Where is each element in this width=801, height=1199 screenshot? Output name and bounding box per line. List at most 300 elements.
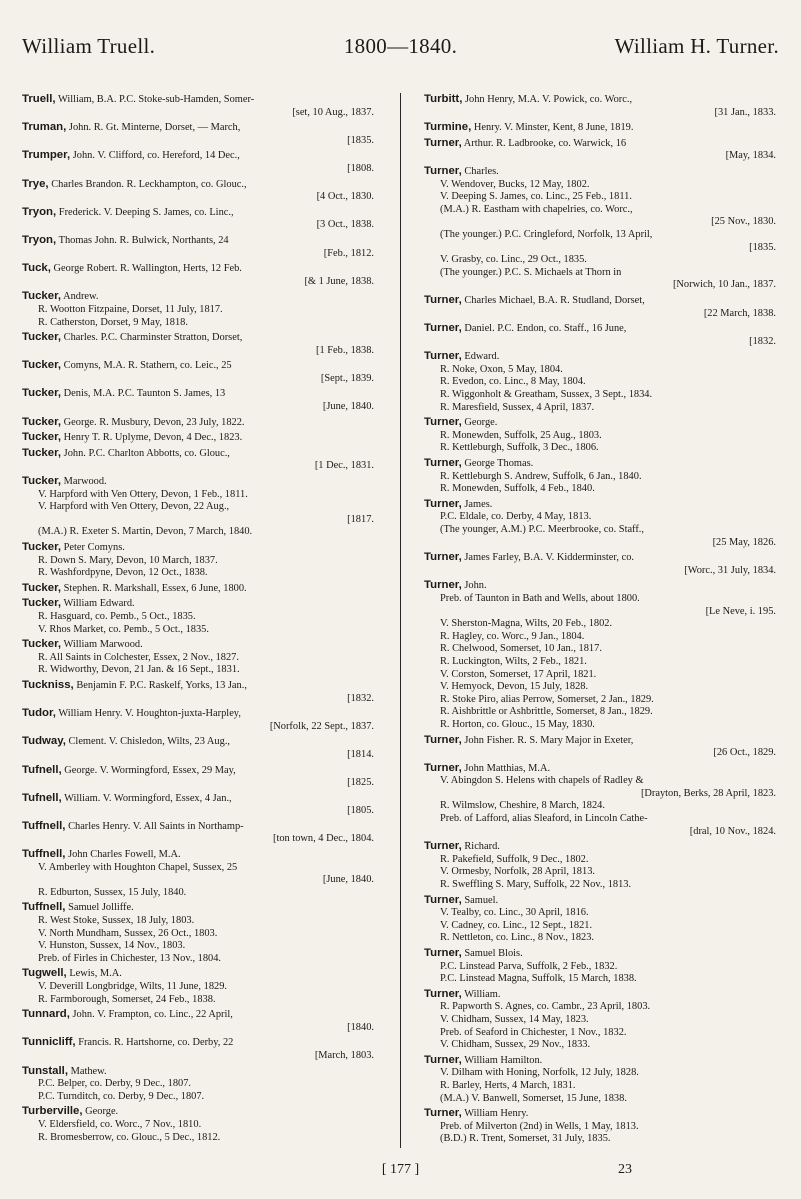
surname: Tunnicliff, bbox=[22, 1036, 76, 1049]
entry-line bbox=[440, 204, 776, 217]
list-item bbox=[22, 206, 374, 232]
list-item bbox=[424, 121, 776, 135]
entry-line bbox=[38, 1091, 374, 1104]
entry-line bbox=[38, 664, 374, 677]
entry-line bbox=[440, 308, 776, 321]
entry-line bbox=[38, 940, 374, 953]
entry-text: Peter Comyns. bbox=[63, 542, 125, 553]
entry-text: V. Deeping S. James, co. Linc., 25 Feb., 1811. bbox=[440, 191, 632, 203]
entry-text: [1832. bbox=[347, 692, 374, 704]
entry-text: Richard. bbox=[464, 841, 500, 853]
entry-text: John Matthias, M.A. bbox=[464, 762, 551, 774]
surname: Turner, bbox=[424, 293, 462, 306]
entry-line bbox=[38, 460, 374, 473]
entry-text: R. Hasguard, co. Pemb., 5 Oct., 1835. bbox=[38, 610, 196, 622]
entry-first-line bbox=[22, 819, 374, 834]
entry-first-line bbox=[22, 121, 374, 135]
entry-line bbox=[38, 489, 374, 502]
entry-first-line bbox=[424, 551, 776, 565]
entry-text: John. P.C. Charlton Abbotts, co. Glouc., bbox=[63, 447, 230, 459]
entry-first-line bbox=[22, 262, 374, 276]
entry-text: Clement. V. Chisledon, Wilts, 23 Aug., bbox=[68, 736, 231, 748]
entry-line bbox=[440, 179, 776, 192]
entry-text: [1 Feb., 1838. bbox=[315, 344, 374, 356]
entry-first-line bbox=[424, 93, 776, 107]
entry-text: George. bbox=[85, 1106, 119, 1118]
entry-text: V. Deverill Longbridge, Wilts, 11 June, 1829. bbox=[38, 981, 227, 992]
entry-text: R. Hagley, co. Worc., 9 Jan., 1804. bbox=[440, 630, 585, 642]
surname: Tunstall, bbox=[22, 1064, 68, 1077]
entry-text: V. Abingdon S. Helens with chapels of Radley & bbox=[440, 775, 644, 787]
entry-line bbox=[440, 229, 776, 242]
entry-text: William Hamilton. bbox=[464, 1054, 543, 1066]
entry-line bbox=[440, 854, 776, 867]
list-item bbox=[424, 498, 776, 549]
entry-text: Henry T. R. Uplyme, Devon, 4 Dec., 1823. bbox=[63, 432, 243, 444]
entry-line bbox=[440, 1067, 776, 1080]
entry-text: P.C. Linstead Magna, Suffolk, 15 March, 1838. bbox=[440, 973, 637, 985]
entry-line bbox=[38, 501, 374, 514]
header-right: William H. Turner. bbox=[614, 34, 779, 58]
entry-text: Charles Michael, B.A. R. Studland, Dorset, bbox=[464, 294, 645, 306]
entry-first-line bbox=[22, 331, 374, 345]
entry-text: George. V. Wormingford, Essex, 29 May, bbox=[64, 764, 236, 776]
list-item bbox=[22, 475, 374, 539]
entry-text: Mathew. bbox=[70, 1065, 107, 1077]
entry-text: R. Sweffling S. Mary, Suffolk, 22 Nov., 1813. bbox=[440, 879, 632, 891]
entry-line bbox=[440, 471, 776, 484]
entry-first-line bbox=[22, 1036, 374, 1050]
entry-text: [31 Jan., 1833. bbox=[714, 106, 776, 118]
surname: Tucker, bbox=[22, 359, 62, 372]
surname: Turner, bbox=[424, 579, 462, 592]
entry-text: (B.D.) R. Trent, Somerset, 31 July, 1835. bbox=[440, 1133, 611, 1145]
entry-line bbox=[38, 373, 374, 386]
list-item bbox=[22, 967, 374, 1006]
surname: Turner, bbox=[424, 733, 462, 746]
entry-text: R. Catherston, Dorset, 9 May, 1818. bbox=[38, 316, 188, 328]
surname: Turner, bbox=[424, 457, 462, 470]
entry-line bbox=[38, 887, 374, 900]
entry-text: R. Evedon, co. Linc., 8 May, 1804. bbox=[440, 376, 586, 388]
entry-text: Samuel Blois. bbox=[464, 948, 523, 959]
entry-text: James Farley, B.A. V. Kidderminster, co. bbox=[464, 552, 635, 564]
entry-first-line bbox=[424, 733, 776, 748]
entry-text: William Edward. bbox=[63, 598, 135, 610]
entry-text: Charles Henry. V. All Saints in Northamp- bbox=[68, 820, 244, 832]
entry-text: [3 Oct., 1838. bbox=[316, 219, 374, 231]
entry-line bbox=[440, 747, 776, 760]
list-item bbox=[22, 764, 374, 790]
entry-line bbox=[440, 483, 776, 496]
entry-text: [1832. bbox=[749, 335, 776, 347]
surname: Turner, bbox=[424, 947, 462, 959]
entry-line bbox=[440, 107, 776, 120]
entry-line bbox=[38, 345, 374, 358]
surname: Tucker, bbox=[22, 541, 62, 553]
list-item bbox=[22, 707, 374, 733]
entry-line bbox=[38, 1050, 374, 1063]
entry-line bbox=[440, 961, 776, 974]
entry-line bbox=[440, 1027, 776, 1040]
entry-text: V. Amberley with Houghton Chapel, Sussex, 25 bbox=[38, 861, 238, 873]
list-item bbox=[424, 1107, 776, 1146]
entry-text: V. Tealby, co. Linc., 30 April, 1816. bbox=[440, 907, 589, 919]
entry-text: Preb. of Taunton in Bath and Wells, about 1800. bbox=[440, 592, 640, 604]
entry-text: Comyns, M.A. R. Stathern, co. Leic., 25 bbox=[63, 360, 232, 372]
surname: Turbitt, bbox=[424, 93, 463, 105]
entry-line bbox=[440, 524, 776, 537]
surname: Tudor, bbox=[22, 707, 56, 720]
entry-text: R. Kettleburgh S. Andrew, Suffolk, 6 Jan., 1840. bbox=[440, 470, 642, 482]
entry-line bbox=[440, 565, 776, 578]
entry-first-line bbox=[22, 581, 374, 596]
entry-text: R. Wootton Fitzpaine, Dorset, 11 July, 1817. bbox=[38, 303, 223, 315]
entry-text: R. Widworthy, Devon, 21 Jan. & 16 Sept., 1831. bbox=[38, 664, 240, 676]
entry-line bbox=[440, 618, 776, 631]
list-item bbox=[424, 457, 776, 496]
entry-line bbox=[38, 749, 374, 762]
entry-first-line bbox=[22, 707, 374, 721]
entry-text: R. Barley, Herts, 4 March, 1831. bbox=[440, 1079, 576, 1091]
entry-first-line bbox=[424, 416, 776, 430]
entry-line bbox=[440, 593, 776, 606]
entry-line bbox=[38, 915, 374, 928]
surname: Trumper, bbox=[22, 149, 71, 162]
list-item bbox=[424, 734, 776, 760]
surname: Turner, bbox=[424, 761, 462, 774]
entry-text: Andrew. bbox=[63, 291, 99, 303]
entry-line bbox=[38, 833, 374, 846]
entry-line bbox=[440, 267, 776, 280]
surname: Turner, bbox=[424, 987, 462, 1000]
entry-text: R. Papworth S. Agnes, co. Cambr., 23 April, 1803. bbox=[440, 1001, 651, 1013]
surname: Tucker, bbox=[22, 290, 62, 303]
entry-text: [Norwich, 10 Jan., 1837. bbox=[672, 279, 776, 291]
entry-first-line bbox=[22, 177, 374, 192]
list-item bbox=[22, 93, 374, 119]
list-item bbox=[22, 735, 374, 761]
entry-text: John. V. Clifford, co. Hereford, 14 Dec., bbox=[72, 150, 240, 162]
list-item bbox=[424, 762, 776, 839]
entry-first-line bbox=[22, 763, 374, 778]
entry-text: [4 Oct., 1830. bbox=[316, 191, 374, 203]
entry-line bbox=[440, 656, 776, 669]
entry-text: John Henry, M.A. V. Powick, co. Worc., bbox=[465, 94, 633, 105]
entry-text: [1814. bbox=[347, 748, 374, 760]
header-left: William Truell. bbox=[22, 34, 156, 58]
entry-line bbox=[440, 254, 776, 267]
entry-line bbox=[440, 364, 776, 377]
entry-first-line bbox=[424, 121, 776, 135]
surname: Tufnell, bbox=[22, 791, 62, 804]
entry-line bbox=[38, 862, 374, 875]
entry-text: V. Dilham with Honing, Norfolk, 12 July, 1828. bbox=[440, 1067, 639, 1079]
entry-line bbox=[38, 526, 374, 539]
entry-line bbox=[38, 219, 374, 232]
entry-text: Charles. P.C. Charminster Stratton, Dorset, bbox=[63, 332, 243, 344]
entry-text: [1 Dec., 1831. bbox=[314, 460, 374, 472]
entry-line bbox=[440, 907, 776, 920]
header-date-range: 1800—1840. bbox=[343, 34, 458, 58]
entry-text: R. Monewden, Suffolk, 4 Feb., 1840. bbox=[440, 483, 595, 495]
entry-text: [June, 1840. bbox=[322, 401, 374, 413]
entry-first-line bbox=[424, 322, 776, 336]
entry-text: George. R. Musbury, Devon, 23 July, 1822. bbox=[63, 416, 245, 428]
list-item bbox=[424, 579, 776, 731]
entry-line bbox=[440, 402, 776, 415]
entry-first-line bbox=[22, 359, 374, 373]
list-item bbox=[22, 848, 374, 899]
entry-line bbox=[38, 611, 374, 624]
entry-text: V. North Mundham, Sussex, 26 Oct., 1803. bbox=[38, 927, 218, 939]
entry-line bbox=[38, 928, 374, 941]
entry-first-line bbox=[424, 293, 776, 308]
list-item bbox=[22, 541, 374, 580]
page-number: [ 177 ] bbox=[381, 1162, 420, 1177]
entry-line bbox=[38, 1119, 374, 1132]
entry-line bbox=[38, 953, 374, 966]
entry-text: R. All Saints in Colchester, Essex, 2 Nov., 1827. bbox=[38, 651, 239, 663]
entry-first-line bbox=[22, 1008, 374, 1022]
entry-line bbox=[38, 805, 374, 818]
entry-text: Preb. of Lafford, alias Sleaford, in Lincoln Cathe- bbox=[440, 813, 648, 825]
surname: Tudway, bbox=[22, 735, 66, 748]
entry-line bbox=[38, 1078, 374, 1091]
list-item bbox=[424, 294, 776, 320]
entry-text: R. Kettleburgh, Suffolk, 3 Dec., 1806. bbox=[440, 442, 599, 454]
list-item bbox=[424, 840, 776, 891]
entry-text: William Henry. bbox=[464, 1108, 529, 1120]
list-item bbox=[22, 290, 374, 329]
entry-text: Charles. bbox=[464, 165, 499, 177]
list-item bbox=[424, 137, 776, 163]
entry-text: Arthur. R. Ladbrooke, co. Warwick, 16 bbox=[463, 137, 627, 149]
surname: Tucker, bbox=[22, 387, 62, 400]
surname: Tucker, bbox=[22, 638, 62, 651]
entry-line bbox=[38, 693, 374, 706]
entry-text: V. Wendover, Bucks, 12 May, 1802. bbox=[440, 178, 590, 190]
entry-line bbox=[38, 555, 374, 568]
entry-text: Frederick. V. Deeping S. James, co. Linc., bbox=[58, 206, 234, 218]
list-item bbox=[424, 988, 776, 1052]
entry-text: James. bbox=[464, 498, 493, 510]
entry-text: John. R. Gt. Minterne, Dorset, — March, bbox=[68, 122, 241, 134]
entry-text: V. Corston, Somerset, 17 April, 1821. bbox=[440, 668, 597, 680]
surname: Tucker, bbox=[22, 331, 62, 344]
entry-line bbox=[440, 389, 776, 402]
entry-line bbox=[38, 191, 374, 204]
entry-line bbox=[440, 631, 776, 644]
entry-text: R. Pakefield, Suffolk, 9 Dec., 1802. bbox=[440, 853, 589, 865]
entry-text: R. Farmborough, Somerset, 24 Feb., 1838. bbox=[38, 993, 216, 1005]
entry-text: [set, 10 Aug., 1837. bbox=[292, 106, 374, 118]
surname: Turner, bbox=[424, 840, 462, 853]
entry-first-line bbox=[424, 893, 776, 908]
entry-text: R. Noke, Oxon, 5 May, 1804. bbox=[440, 363, 563, 375]
entry-line bbox=[440, 826, 776, 839]
list-item bbox=[22, 121, 374, 147]
entry-line bbox=[38, 981, 374, 994]
entry-line bbox=[38, 777, 374, 790]
entry-line bbox=[440, 932, 776, 945]
surname: Turner, bbox=[424, 136, 462, 149]
entry-line bbox=[38, 874, 374, 887]
entry-text: George Robert. R. Wallington, Herts, 12 Feb. bbox=[53, 263, 242, 275]
entry-line bbox=[440, 191, 776, 204]
entry-text: V. Harpford with Ven Ottery, Devon, 22 Aug., bbox=[38, 501, 230, 513]
entry-text: [1835. bbox=[749, 241, 776, 253]
entry-line bbox=[440, 813, 776, 826]
surname: Tunnard, bbox=[22, 1008, 70, 1021]
entry-line bbox=[38, 1022, 374, 1035]
entry-text: V. Ormesby, Norfolk, 28 April, 1813. bbox=[440, 866, 595, 878]
entry-line bbox=[38, 276, 374, 289]
surname: Turner, bbox=[424, 551, 462, 564]
entry-text: John. bbox=[464, 580, 487, 592]
entry-text: [1835. bbox=[347, 134, 374, 146]
entry-line bbox=[440, 511, 776, 524]
entry-text: [1840. bbox=[347, 1021, 374, 1033]
entry-text: R. Luckington, Wilts, 2 Feb., 1821. bbox=[440, 655, 587, 667]
entry-line bbox=[440, 669, 776, 682]
entry-first-line bbox=[22, 791, 374, 806]
entry-line bbox=[440, 694, 776, 707]
entry-text: (M.A.) R. Exeter S. Martin, Devon, 7 March, 1840. bbox=[38, 526, 253, 538]
entry-text: Denis, M.A. P.C. Taunton S. James, 13 bbox=[63, 388, 226, 400]
entry-line bbox=[440, 681, 776, 694]
entry-text: R. Maresfield, Sussex, 4 April, 1837. bbox=[440, 401, 595, 413]
entry-text: [1805. bbox=[347, 805, 374, 817]
entry-first-line bbox=[22, 233, 374, 248]
entry-text: [ton town, 4 Dec., 1804. bbox=[272, 833, 374, 845]
entry-text: V. Eldersfield, co. Worc., 7 Nov., 1810. bbox=[38, 1118, 202, 1130]
entry-first-line bbox=[22, 205, 374, 220]
entry-text: [Feb., 1812. bbox=[323, 247, 374, 259]
list-item bbox=[22, 149, 374, 175]
entry-line bbox=[38, 567, 374, 580]
entry-line bbox=[38, 1132, 374, 1145]
entry-first-line bbox=[22, 290, 374, 304]
entry-line bbox=[440, 973, 776, 986]
list-item bbox=[424, 350, 776, 414]
entry-text: V. Grasby, co. Linc., 29 Oct., 1835. bbox=[440, 254, 587, 266]
list-item bbox=[22, 638, 374, 677]
entry-line bbox=[440, 866, 776, 879]
entry-text: P.C. Belper, co. Derby, 9 Dec., 1807. bbox=[38, 1078, 192, 1090]
entry-text: William Marwood. bbox=[63, 639, 143, 651]
entry-first-line bbox=[424, 164, 776, 179]
entry-first-line bbox=[22, 446, 374, 461]
entry-first-line bbox=[22, 475, 374, 489]
entry-line bbox=[440, 920, 776, 933]
entry-line bbox=[440, 775, 776, 788]
entry-text: R. Horton, co. Glouc., 15 May, 1830. bbox=[440, 718, 595, 730]
entry-text: R. Aishbrittle or Ashbrittle, Somerset, 8 Jan., 1829. bbox=[440, 706, 653, 718]
entry-first-line bbox=[22, 1105, 374, 1119]
entry-line bbox=[38, 107, 374, 120]
entry-text: William, B.A. P.C. Stoke-sub-Hamden, Somer- bbox=[57, 94, 255, 105]
entry-line bbox=[38, 317, 374, 330]
entry-text: (The younger.) P.C. Cringleford, Norfolk, 13 April, bbox=[440, 228, 653, 240]
entry-text: R. Stoke Piro, alias Perrow, Somerset, 2 Jan., 1829. bbox=[440, 693, 654, 705]
list-item bbox=[22, 387, 374, 413]
page-footer bbox=[0, 1162, 801, 1182]
entry-line bbox=[440, 1121, 776, 1134]
entry-text: [1808. bbox=[347, 162, 374, 174]
surname: Tucker, bbox=[22, 415, 62, 428]
surname: Turner, bbox=[424, 1107, 462, 1120]
entry-text: [1825. bbox=[347, 777, 374, 789]
entry-text: R. Wilmslow, Cheshire, 8 March, 1824. bbox=[440, 800, 605, 812]
entry-first-line bbox=[22, 967, 374, 981]
entry-text: V. Hunston, Sussex, 14 Nov., 1803. bbox=[38, 940, 186, 952]
entry-text: Marwood. bbox=[63, 476, 107, 488]
list-item bbox=[22, 820, 374, 846]
entry-line bbox=[440, 606, 776, 619]
entry-line bbox=[38, 248, 374, 261]
left-column bbox=[22, 93, 374, 1148]
entry-text: Charles Brandon. R. Leckhampton, co. Glouc., bbox=[51, 178, 247, 190]
entry-line bbox=[440, 788, 776, 801]
surname: Turner, bbox=[424, 164, 462, 177]
entry-line bbox=[440, 216, 776, 229]
surname: Turner, bbox=[424, 416, 462, 429]
entry-line bbox=[440, 376, 776, 389]
entry-line bbox=[440, 1001, 776, 1014]
entry-line bbox=[440, 1039, 776, 1052]
entry-text: [25 May, 1826. bbox=[712, 536, 776, 548]
surname: Tuffnell, bbox=[22, 901, 66, 914]
surname: Tucker, bbox=[22, 475, 62, 488]
entry-text: (M.A.) R. Eastham with chapelries, co. Worc., bbox=[440, 203, 633, 215]
surname: Tuffnell, bbox=[22, 848, 66, 861]
running-header bbox=[22, 34, 779, 60]
entry-line bbox=[440, 442, 776, 455]
list-item bbox=[22, 792, 374, 818]
entry-first-line bbox=[424, 947, 776, 961]
entry-text: R. Bromesberrow, co. Glouc., 5 Dec., 1812. bbox=[38, 1131, 221, 1143]
list-item bbox=[424, 416, 776, 455]
surname: Tucker, bbox=[22, 446, 62, 459]
entry-line bbox=[440, 1014, 776, 1027]
list-item bbox=[424, 1054, 776, 1105]
entry-line bbox=[38, 514, 374, 527]
surname: Tryon, bbox=[22, 205, 57, 218]
entry-line bbox=[440, 879, 776, 892]
surname: Tugwell, bbox=[22, 967, 67, 980]
surname: Tryon, bbox=[22, 233, 57, 246]
right-column bbox=[424, 93, 776, 1148]
entry-text: [dral, 10 Nov., 1824. bbox=[689, 825, 776, 837]
list-item bbox=[424, 93, 776, 119]
list-item bbox=[424, 165, 776, 292]
surname: Tuck, bbox=[22, 262, 51, 275]
entry-line bbox=[440, 800, 776, 813]
list-item bbox=[22, 416, 374, 430]
entry-text: [June, 1840. bbox=[322, 874, 374, 886]
entry-first-line bbox=[424, 761, 776, 776]
entry-first-line bbox=[22, 431, 374, 445]
surname: Turner, bbox=[424, 497, 462, 510]
list-item bbox=[22, 234, 374, 260]
entry-line bbox=[38, 135, 374, 148]
entry-text: V. Harpford with Ven Ottery, Devon, 1 Feb., 1811. bbox=[38, 488, 248, 500]
entry-text: Preb. of Firles in Chichester, 13 Nov., 1804. bbox=[38, 952, 222, 964]
list-item bbox=[424, 947, 776, 986]
entry-text: Samuel Jolliffe. bbox=[68, 902, 134, 914]
entry-first-line bbox=[22, 1064, 374, 1079]
